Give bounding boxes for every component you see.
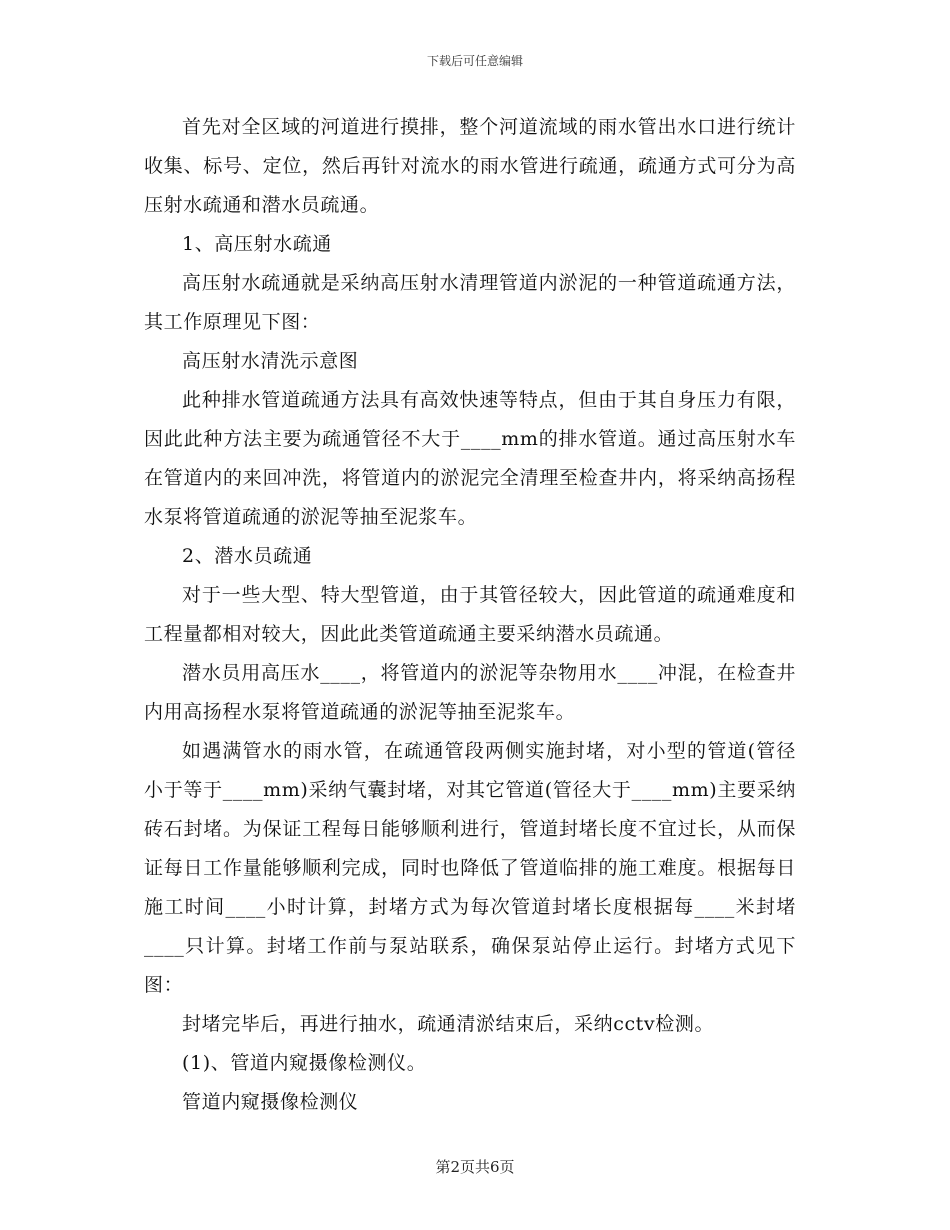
paragraph-diver-intro: 对于一些大型、特大型管道，由于其管径较大，因此管道的疏通难度和工程量都相对较大，因此此类管道疏通主要采纳潜水员疏通。 bbox=[144, 584, 796, 645]
figure-caption-inspection-camera: 管道内窥摄像检测仪 bbox=[182, 1091, 359, 1113]
paragraph-high-pressure-features: 此种排水管道疏通方法具有高效快速等特点，但由于其自身压力有限，因此此种方法主要为疏通管径不大于____mm的排水管道。通过高压射水车在管道内的来回冲洗，将管道内的淤泥完全清理至检查井内，将采纳高扬程水泵将管道疏通的淤泥等抽至泥浆车。 bbox=[144, 389, 796, 528]
document-body bbox=[144, 108, 796, 1122]
paragraph-cctv: 封堵完毕后，再进行抽水，疏通清淤结束后，采纳cctv检测。 bbox=[182, 1013, 715, 1035]
paragraph-sealing: 如遇满管水的雨水管，在疏通管段两侧实施封堵，对小型的管道(管径小于等于____mm)采纳气囊封堵，对其它管道(管径大于____mm)主要采纳砖石封堵。为保证工程每日能够顺利进行，管道封堵长度不宜过长，从而保证每日工作量能够顺利完成，同时也降低了管道临排的施工难度。根据每日施工时间____小时计算，封堵方式为每次管道封堵长度根据每____米封堵____只计算。封堵工作前与泵站联系，确保泵站停止运行。封堵方式见下图： bbox=[144, 740, 796, 996]
section-heading-high-pressure: 1、高压射水疏通 bbox=[182, 233, 332, 255]
paragraph-diver-method: 潜水员用高压水____，将管道内的淤泥等杂物用水____冲混，在检查井内用高扬程水泵将管道疏通的淤泥等抽至泥浆车。 bbox=[144, 662, 796, 723]
page-header: 下载后可任意编辑 bbox=[426, 54, 523, 68]
figure-caption-high-pressure: 高压射水清洗示意图 bbox=[182, 350, 359, 372]
paragraph-high-pressure-desc: 高压射水疏通就是采纳高压射水清理管道内淤泥的一种管道疏通方法，其工作原理见下图： bbox=[144, 272, 796, 333]
page-footer: 第2页共6页 bbox=[435, 1158, 515, 1176]
list-item-inspection-camera: (1)、管道内窥摄像检测仪。 bbox=[182, 1052, 427, 1074]
paragraph-intro: 首先对全区域的河道进行摸排，整个河道流域的雨水管出水口进行统计收集、标号、定位，然后再针对流水的雨水管进行疏通，疏通方式可分为高压射水疏通和潜水员疏通。 bbox=[144, 116, 796, 216]
section-heading-diver: 2、潜水员疏通 bbox=[182, 545, 313, 567]
